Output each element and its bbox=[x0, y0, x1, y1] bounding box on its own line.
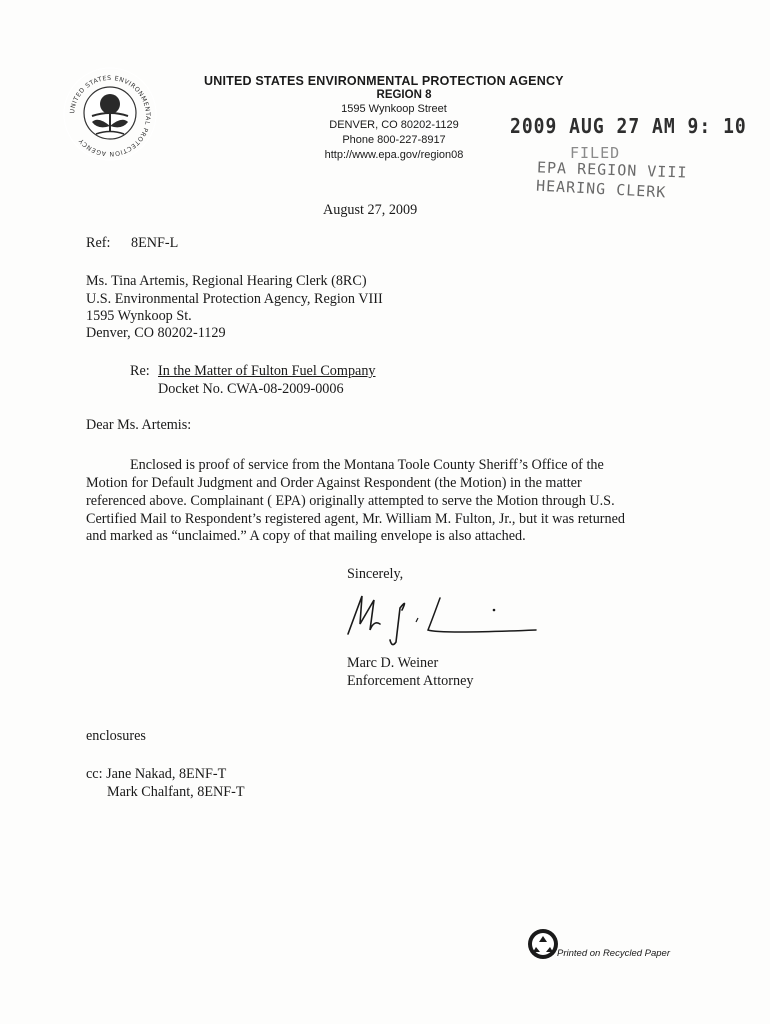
address-line: U.S. Environmental Protection Agency, Region VIII bbox=[86, 291, 383, 307]
svg-text:UNITED STATES ENVIRONMENTAL PR: UNITED STATES ENVIRONMENTAL PROTECTION AGENCY bbox=[69, 74, 152, 158]
cc-line: Mark Chalfant, 8ENF-T bbox=[107, 784, 245, 800]
agency-region: REGION 8 bbox=[376, 89, 432, 101]
body-line: and marked as “unclaimed.” A copy of that mailing envelope is also attached. bbox=[86, 528, 526, 544]
body-line: Certified Mail to Respondent’s registered agent, Mr. William M. Fulton, Jr., but it was returned bbox=[86, 511, 625, 527]
closing: Sincerely, bbox=[347, 566, 404, 582]
agency-city: DENVER, CO 80202-1129 bbox=[329, 119, 459, 131]
ref-code: 8ENF-L bbox=[131, 235, 179, 251]
address-line: Ms. Tina Artemis, Regional Hearing Clerk (8RC) bbox=[86, 273, 367, 289]
re-label: Re: bbox=[130, 363, 150, 379]
body-line: referenced above. Complainant ( EPA) originally attempted to serve the Motion through U.S. bbox=[86, 493, 615, 509]
signer-name: Marc D. Weiner bbox=[347, 655, 439, 671]
stamp-filed: FILED bbox=[570, 144, 621, 162]
body-line: Enclosed is proof of service from the Montana Toole County Sheriff’s Office of the bbox=[130, 457, 604, 473]
signer-title: Enforcement Attorney bbox=[347, 673, 474, 689]
agency-street: 1595 Wynkoop Street bbox=[341, 103, 447, 115]
salutation: Dear Ms. Artemis: bbox=[86, 417, 192, 433]
re-title: In the Matter of Fulton Fuel Company bbox=[158, 363, 376, 379]
address-line: 1595 Wynkoop St. bbox=[86, 308, 192, 324]
re-docket: Docket No. CWA-08-2009-0006 bbox=[158, 381, 344, 397]
agency-phone: Phone 800-227-8917 bbox=[342, 134, 446, 146]
agency-name: UNITED STATES ENVIRONMENTAL PROTECTION AGENCY bbox=[204, 74, 564, 88]
stamp-clerk: HEARING CLERK bbox=[535, 176, 667, 202]
ref-label: Ref: bbox=[86, 235, 111, 251]
enclosures-note: enclosures bbox=[86, 728, 146, 744]
recycled-paper-note: Printed on Recycled Paper bbox=[557, 948, 671, 959]
letter-date: August 27, 2009 bbox=[323, 202, 418, 218]
stamp-date: 2009 AUG 27 AM 9: 10 bbox=[510, 114, 747, 139]
recycle-icon bbox=[527, 928, 559, 960]
stamp-region: EPA REGION VIII bbox=[536, 158, 688, 182]
signature-icon bbox=[340, 590, 540, 650]
epa-seal-icon bbox=[62, 66, 158, 162]
body-line: Motion for Default Judgment and Order Against Respondent (the Motion) in the matter bbox=[86, 475, 582, 491]
agency-url: http://www.epa.gov/region08 bbox=[324, 149, 464, 161]
cc-line: cc: Jane Nakad, 8ENF-T bbox=[86, 766, 227, 782]
address-line: Denver, CO 80202-1129 bbox=[86, 325, 226, 341]
